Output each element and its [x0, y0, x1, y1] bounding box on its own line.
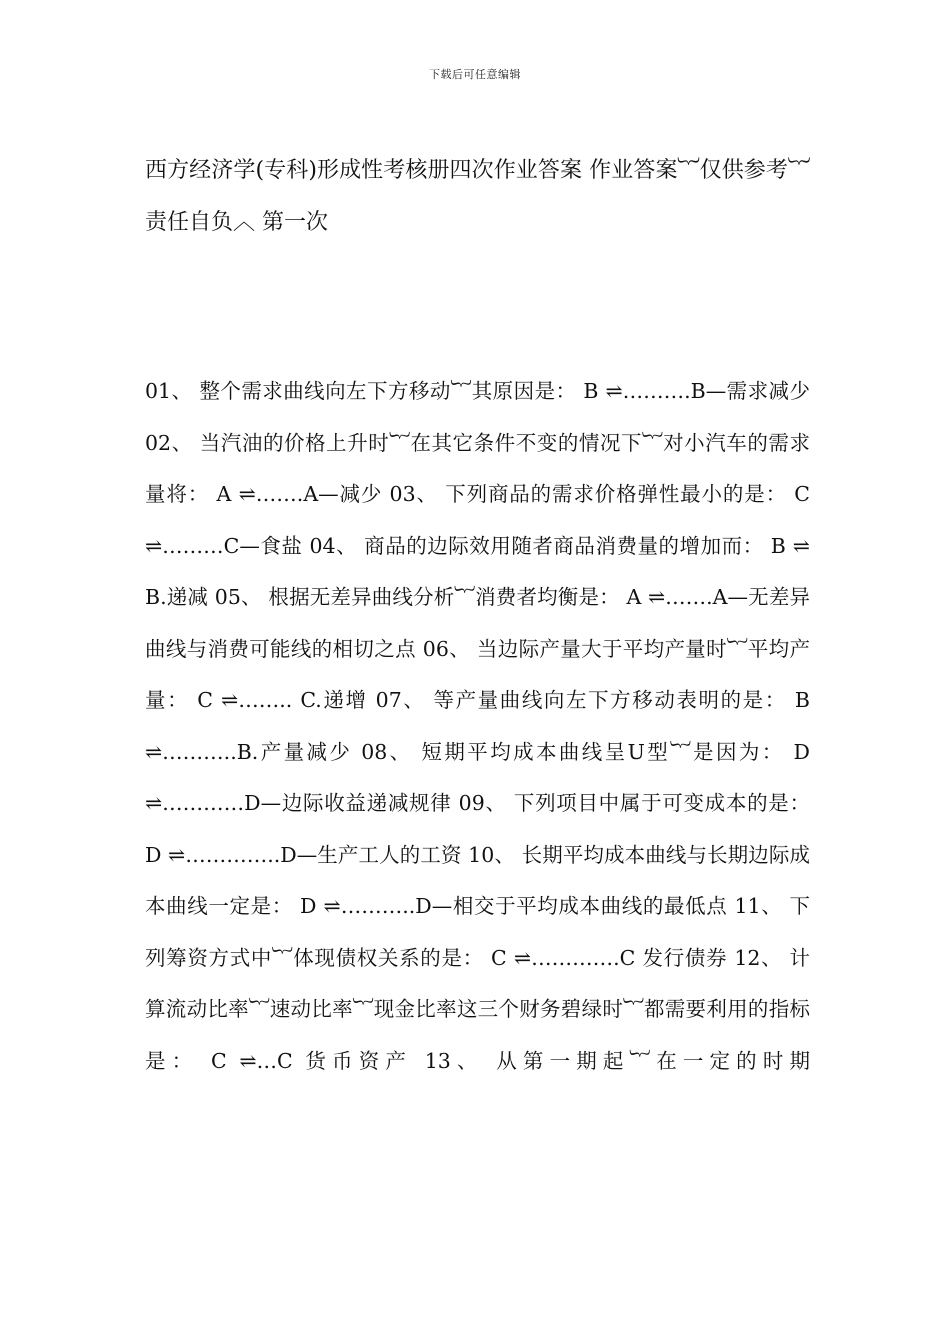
document-title: 西方经济学(专科)形成性考核册四次作业答案 作业答案︸仅供参考︸责任自负︿ 第一次 — [145, 158, 810, 235]
document-body: 01、 整个需求曲线向左下方移动︸其原因是： B ⇌……….B—需求减少 02、 当汽油的价格上升时︸在其它条件不变的情况下︸对小汽车的需求量将： A ⇌…….A—减少 03、 下列商品的需求价格弹性最小的是： C ⇌………C—食盐 04、 商品的边际效用随者商品消费量的增加而： B ⇌ B.递减 05、 根据无差异曲线分析︸消费者均衡是： A ⇌…….A—无差异曲线与消费可能线的相切之点 06、 当边际产量大于平均产量时︸平均产量： C ⇌…….. C.递增 07、 等产量曲线向左下方移动表明的是： B ⇌………..B.产量减少 08、 短期平均成本曲线呈U型︸是因为： D ⇌…………D—边际收益递减规律 09、 下列项目中属于可变成本的是： D ⇌…………..D—生产工人的工资 10、 长期平均成本曲线与长期边际成本曲线一定是： D ⇌………..D—相交于平均成本曲线的最低点 11、 下列筹资方式中︸体现债权关系的是： C ⇌………….C 发行债券 12、 计算流动比率︸速动比率︸现金比率这三个财务碧绿时︸都需要利用的指标是： C ⇌…C 货币资产 13、 从第一期起︸在一定的时期 — [145, 379, 810, 1073]
header-note: 下载后可任意编辑 — [429, 68, 521, 81]
